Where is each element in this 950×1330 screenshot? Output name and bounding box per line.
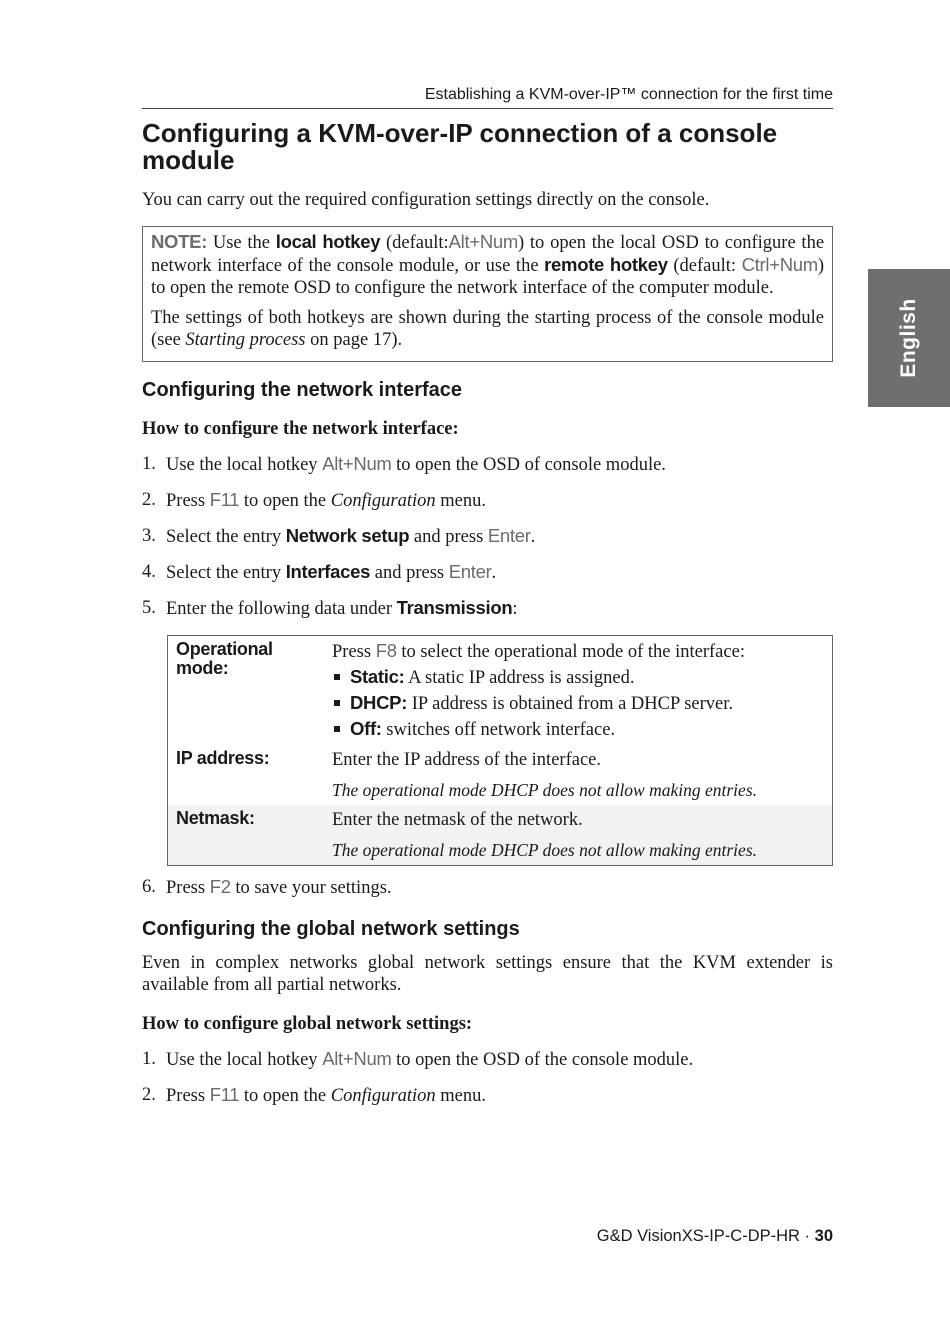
step-text: Select the entry — [166, 563, 282, 583]
option-name: Static: — [350, 666, 405, 687]
note-text: ) to open the local OSD to configure the network interface of the console module, or use the — [151, 233, 825, 276]
note-paragraph-2 — [151, 307, 824, 351]
step-number: 1. — [142, 1049, 156, 1069]
step-text: . — [530, 527, 536, 547]
language-tab — [868, 269, 950, 407]
note-text: The settings of both hotkeys are shown during the starting process of the console module (see — [151, 308, 824, 350]
key-enter: Enter — [448, 561, 492, 582]
operational-mode-label: Operational mode: — [176, 639, 273, 678]
option-name: Off: — [350, 718, 382, 739]
step-text: Press — [166, 1086, 206, 1106]
step-number: 2. — [142, 490, 156, 510]
bullet-icon — [334, 726, 340, 732]
list-item — [332, 718, 824, 741]
step-text: . — [491, 563, 497, 583]
netmask-label: Netmask: — [176, 808, 255, 828]
key-enter: Enter — [487, 525, 531, 546]
network-interface-howto: How to configure the network interface: — [142, 419, 459, 439]
step-number: 6. — [142, 877, 156, 897]
network-interface-heading: Configuring the network interface — [142, 379, 463, 401]
step-3 — [142, 525, 833, 548]
cell-text: Enter the netmask of the network. — [332, 810, 583, 830]
global-settings-intro: Even in complex networks global network settings ensure that the KVM extender is available from all partial networks. — [142, 953, 833, 995]
menu-entry: Transmission — [396, 597, 513, 618]
language-tab-label: English — [897, 298, 920, 378]
step-text: to open the — [243, 1086, 327, 1106]
list-item — [332, 666, 824, 689]
product-name: G&D VisionXS-IP-C-DP-HR · — [596, 1227, 811, 1245]
operational-mode-intro — [332, 640, 824, 663]
cross-reference: Starting process — [185, 330, 306, 350]
step-text: to open the OSD of console module. — [396, 455, 666, 475]
table-row — [168, 636, 833, 746]
step-text: Select the entry — [166, 527, 282, 547]
default-key-ctrl-num: Ctrl+Num — [741, 254, 818, 275]
step-text: : — [512, 599, 518, 619]
note-text: ) to open the remote OSD to configure the network interface of the computer module. — [151, 256, 825, 298]
list-item — [332, 692, 824, 715]
key-f11: F11 — [209, 489, 240, 510]
cell-text: to select the operational mode of the interface: — [401, 642, 745, 662]
global-settings-steps — [142, 1048, 833, 1107]
step-text: to save your settings. — [235, 878, 392, 898]
default-key-alt-num: Alt+Num — [448, 231, 518, 252]
note-label: NOTE: — [151, 231, 208, 252]
row-description — [324, 805, 833, 866]
global-step-1 — [142, 1048, 833, 1071]
menu-entry: Network setup — [285, 525, 410, 546]
note-paragraph-1 — [151, 231, 824, 299]
menu-entry: Interfaces — [285, 561, 371, 582]
step-text: and press — [413, 527, 484, 547]
step-number: 1. — [142, 454, 156, 474]
step-text: Press — [166, 491, 206, 511]
section-title: Configuring a KVM-over-IP connection of a console module — [142, 118, 778, 175]
step-6 — [142, 876, 833, 899]
step-text: menu. — [440, 1086, 486, 1106]
remote-hotkey-term: remote hotkey — [544, 254, 668, 275]
note-text: (default: — [385, 233, 449, 253]
option-text: switches off network interface. — [386, 720, 616, 740]
cell-note: The operational mode DHCP does not allow making entries. — [332, 840, 757, 860]
key-f8: F8 — [375, 640, 397, 661]
page-footer — [142, 1227, 833, 1246]
page-content — [142, 120, 833, 1107]
page-number: 30 — [814, 1227, 833, 1245]
step-text: Enter the following data under — [166, 599, 393, 619]
option-text: A static IP address is assigned. — [408, 668, 635, 688]
section-intro: You can carry out the required configuration settings directly on the console. — [142, 190, 710, 210]
step-number: 3. — [142, 526, 156, 546]
step-text: Use the local hotkey — [166, 1050, 318, 1070]
row-label — [168, 636, 325, 746]
local-hotkey-term: local hotkey — [275, 231, 381, 252]
key-alt-num: Alt+Num — [322, 453, 392, 474]
cell-text: Enter the IP address of the interface. — [332, 750, 601, 770]
note-text: on page 17). — [310, 330, 403, 350]
key-f2: F2 — [209, 876, 231, 897]
step-5 — [142, 597, 833, 620]
note-box — [142, 226, 833, 362]
table-row — [168, 745, 833, 805]
table-row — [168, 805, 833, 866]
step-number: 5. — [142, 598, 156, 618]
row-label — [168, 745, 325, 805]
bullet-icon — [334, 700, 340, 706]
key-alt-num: Alt+Num — [322, 1048, 392, 1069]
step-text: menu. — [440, 491, 486, 511]
step-text: and press — [374, 563, 445, 583]
step-number: 2. — [142, 1085, 156, 1105]
global-settings-heading: Configuring the global network settings — [142, 918, 520, 940]
step-text: to open the — [243, 491, 327, 511]
running-header: Establishing a KVM-over-IP™ connection for the first time — [142, 86, 833, 109]
menu-name: Configuration — [330, 491, 436, 511]
option-text: IP address is obtained from a DHCP server. — [411, 694, 734, 714]
global-settings-howto: How to configure global network settings: — [142, 1014, 473, 1034]
transmission-settings-table — [167, 635, 833, 866]
ip-address-label: IP address: — [176, 748, 270, 768]
step-text: Press — [166, 878, 206, 898]
step-text: to open the OSD of the console module. — [396, 1050, 694, 1070]
row-label — [168, 805, 325, 866]
step-1 — [142, 453, 833, 476]
row-description — [324, 745, 833, 805]
global-step-2 — [142, 1084, 833, 1107]
step-number: 4. — [142, 562, 156, 582]
cell-text: Press — [332, 642, 372, 662]
menu-name: Configuration — [330, 1086, 436, 1106]
row-description — [324, 636, 833, 746]
key-f11: F11 — [209, 1084, 240, 1105]
note-text: (default: — [673, 256, 736, 276]
network-interface-steps-continued — [142, 876, 833, 899]
option-name: DHCP: — [350, 692, 408, 713]
network-interface-steps — [142, 453, 833, 620]
step-4 — [142, 561, 833, 584]
bullet-icon — [334, 674, 340, 680]
note-text: Use the — [212, 233, 270, 253]
step-2 — [142, 489, 833, 512]
step-text: Use the local hotkey — [166, 455, 318, 475]
cell-note: The operational mode DHCP does not allow making entries. — [332, 780, 757, 800]
